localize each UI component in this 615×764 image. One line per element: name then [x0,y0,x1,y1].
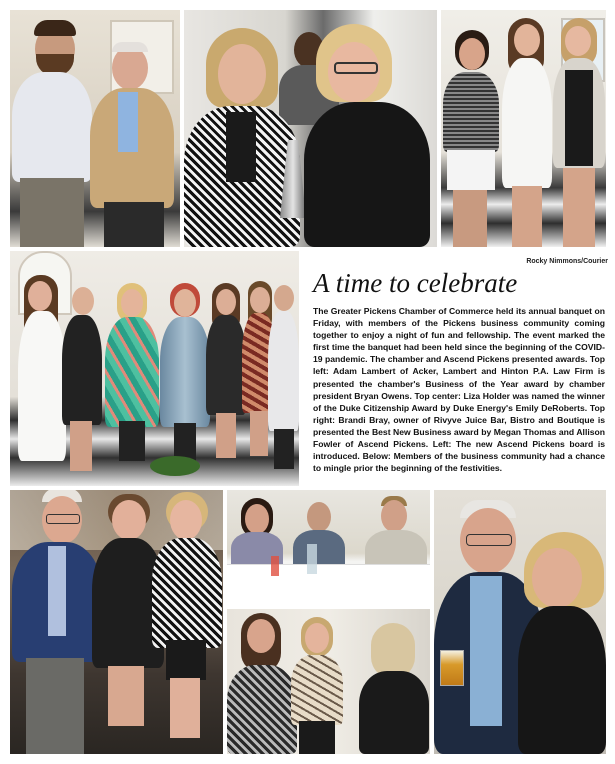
person [160,283,210,483]
person [268,279,299,479]
caption-text: The Greater Pickens Chamber of Commerce held its annual banquet on Friday, with members of the Pickens business community coming together to enjoy a night of fun and fellowship. The event marked the first time the banquet had been held since the beginning of the COVID-19 pandemic. The chamber and Ascend Pickens presented awards. Top left: Adam Lambert of Acker, Lambert and Hinton P.A. Law Firm is presented the chamber's Business of the Year award by chamber president Bryan Owens. Top center: Liza Holder was named the winner of the Duke Citizenship Award by Duke Energy's Emily DeRoberts. Top right: Brandi Bray, owner of Rivyve Juice Bar, Bistro and Boutique is presented the Best New Business award by Megan Thomas and Allison Fowler of Ascend Pickens. Left: The new Ascend Pickens board is introduced. Below: Members of the business community had a chance to mingle prior the beginning of the festivities. [313,306,605,474]
photo-bottom-left [10,490,223,754]
photo-bottom-center-top [227,490,430,605]
headline: A time to celebrate [313,268,518,298]
photo-bottom-center-bottom [227,609,430,754]
person [60,281,105,486]
person [152,490,222,754]
photo-bottom-right [434,490,606,754]
person [518,490,606,754]
person [206,283,246,483]
person [105,281,160,486]
photo-middle-left [10,251,299,486]
photo-credit: Rocky Nimmons/Courier [526,258,608,265]
person [12,490,102,754]
person [355,609,430,754]
photo-top-left [10,10,180,247]
person [90,10,180,247]
person [496,10,556,247]
person [285,609,349,754]
person [441,10,501,247]
person [10,10,100,247]
photo-top-right [441,10,606,247]
photo-top-center [184,10,437,247]
person [296,10,437,247]
person [551,10,606,247]
